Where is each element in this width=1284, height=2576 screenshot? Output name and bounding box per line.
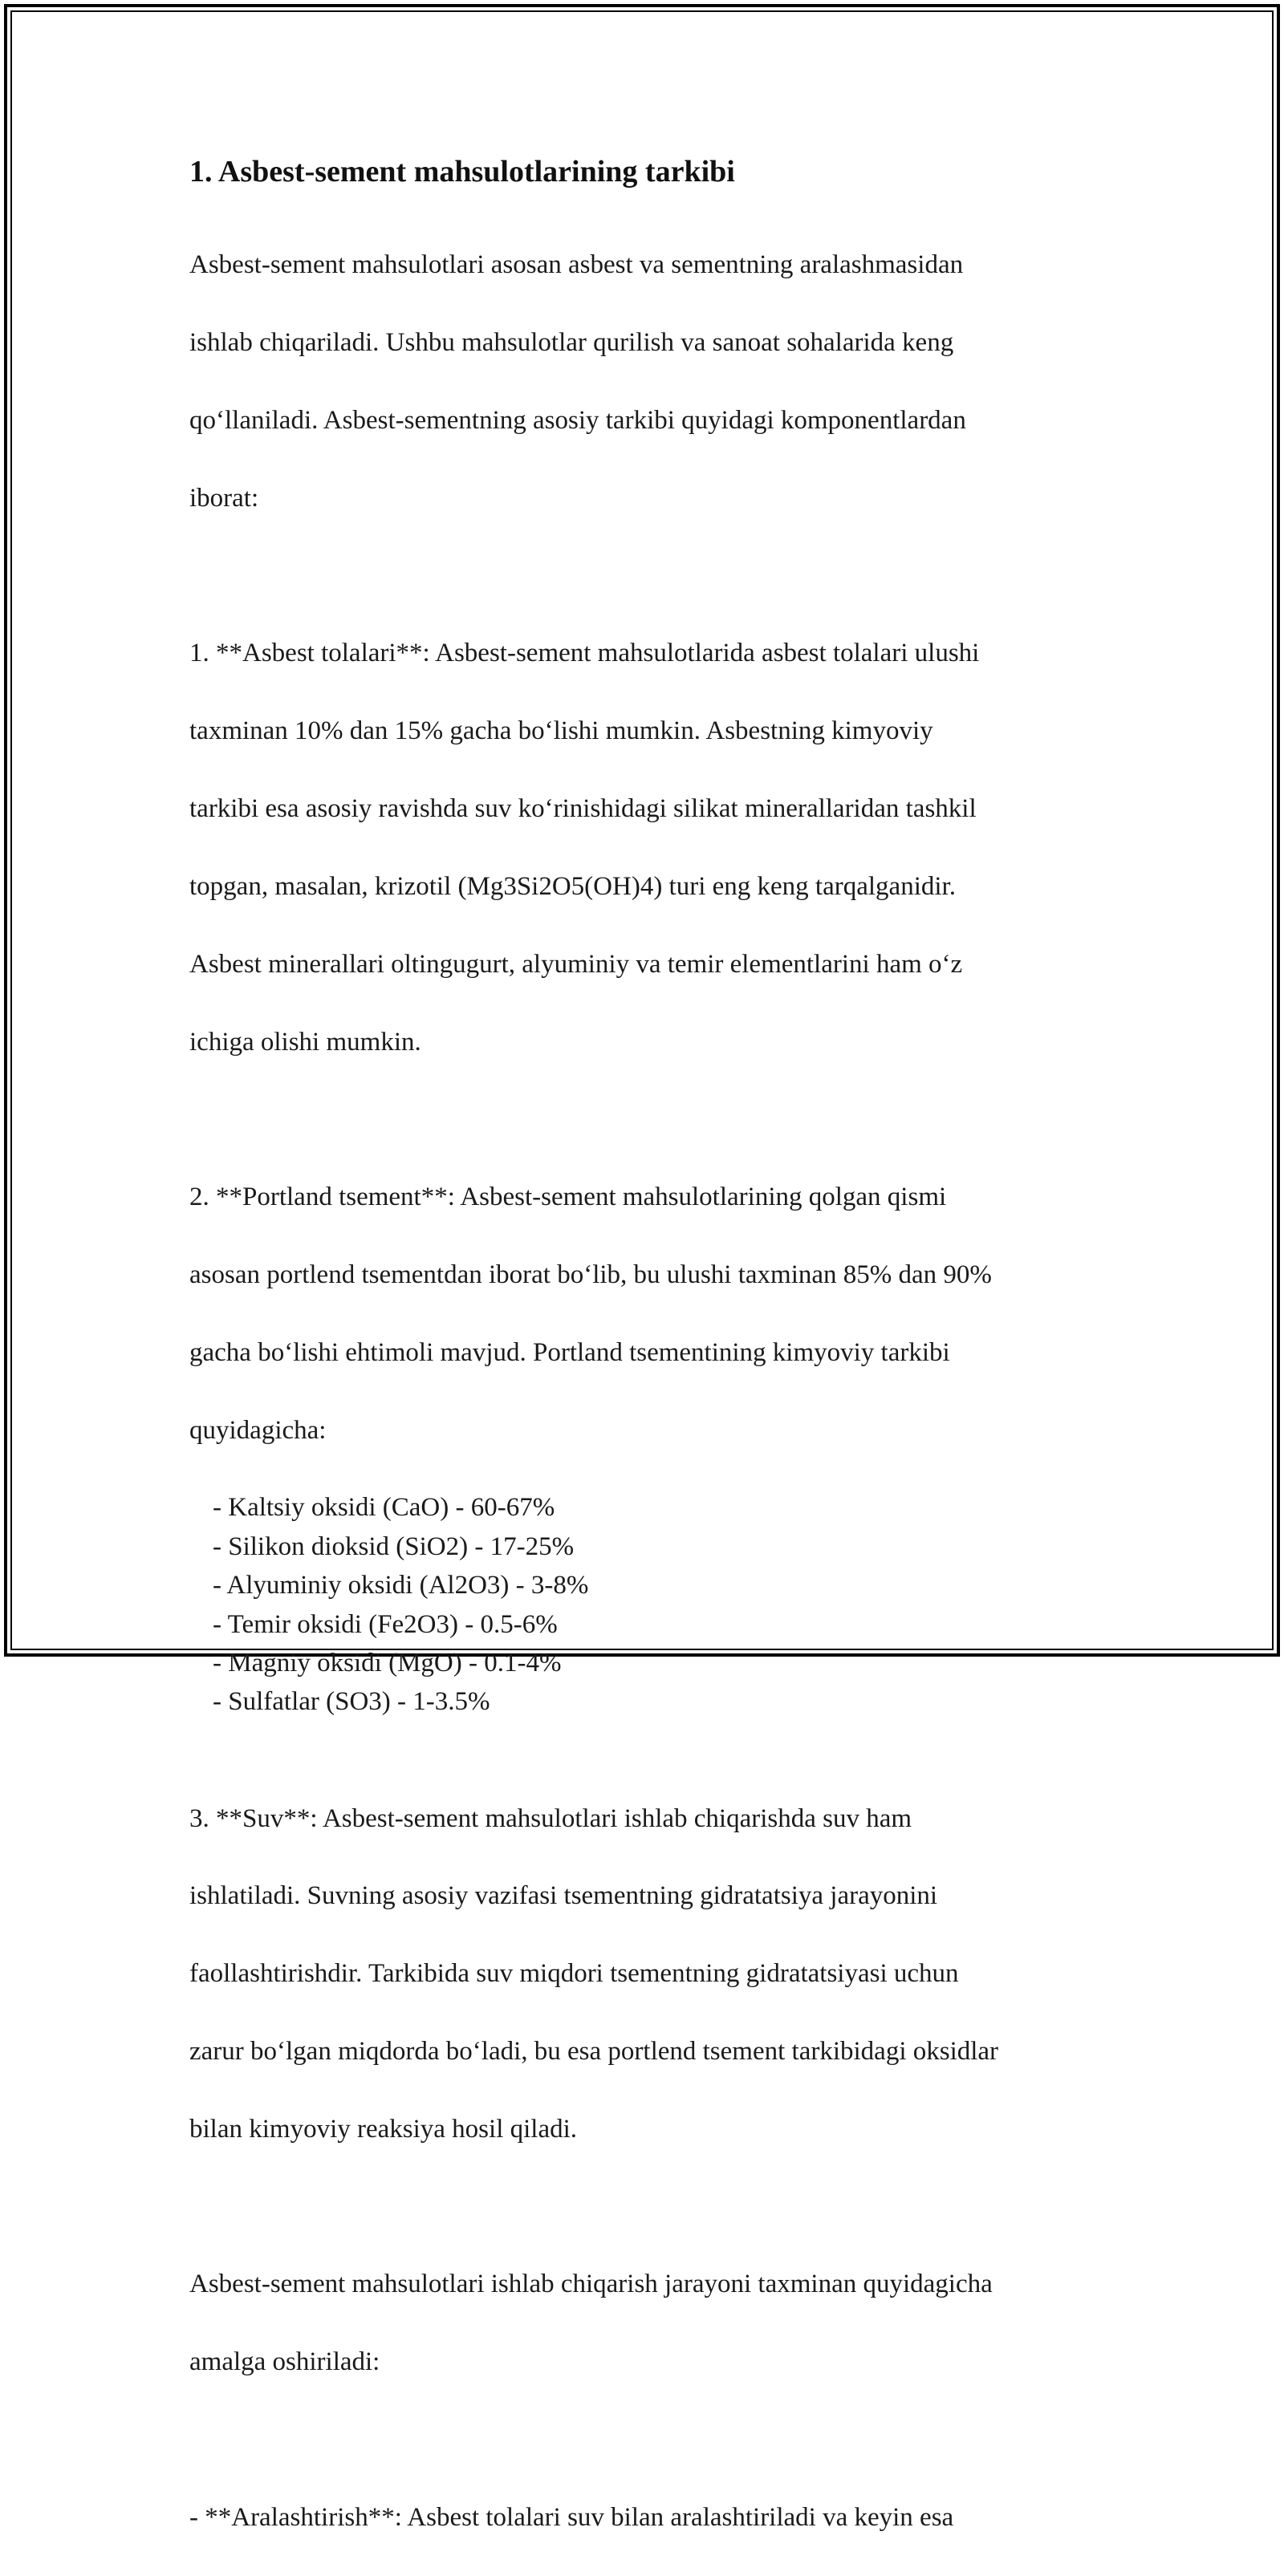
- text-line: iborat:: [189, 483, 259, 513]
- list-item: - Alyuminiy oksidi (Al2O3) - 3-8%: [213, 1571, 589, 1600]
- text-line: bilan kimyoviy reaksiya hosil qiladi.: [189, 2114, 578, 2144]
- portland-cement-paragraph: [189, 1139, 1096, 1489]
- mixing-step-paragraph: [189, 2459, 1096, 2575]
- list-item: - Kaltsiy oksidi (CaO) - 60-67%: [213, 1493, 555, 1523]
- intro-paragraph: [189, 207, 1096, 557]
- list-item: - Sulfatlar (SO3) - 1-3.5%: [213, 1687, 490, 1717]
- text-line: ishlatiladi. Suvning asosiy vazifasi tsementning gidratatsiya jarayonini: [189, 1881, 938, 1911]
- text-line: zarur bo‘lgan miqdorda bo‘ladi, bu esa portlend tsement tarkibidagi oksidlar: [189, 2037, 999, 2067]
- section-heading: 1. Asbest-sement mahsulotlarining tarkibi: [189, 155, 735, 189]
- asbest-fibers-paragraph: [189, 595, 1096, 1100]
- text-line: qo‘llaniladi. Asbest-sementning asosiy tarkibi quyidagi komponentlardan: [189, 406, 966, 436]
- text-line: gacha bo‘lishi ehtimoli mavjud. Portland tsementining kimyoviy tarkibi: [189, 1337, 950, 1367]
- text-line: Asbest minerallari oltingugurt, alyuminiy va temir elementlarini ham o‘z: [189, 949, 963, 979]
- list-item: - Temir oksidi (Fe2O3) - 0.5-6%: [213, 1609, 558, 1639]
- cement-composition-list: [189, 1488, 1096, 1721]
- text-line: quyidagicha:: [189, 1415, 327, 1445]
- text-line: ishlab chiqariladi. Ushbu mahsulotlar qurilish va sanoat sohalarida keng: [189, 328, 954, 358]
- process-intro-paragraph: [189, 2226, 1096, 2420]
- text-line: amalga oshiriladi:: [189, 2347, 380, 2377]
- text-line: ichiga olishi mumkin.: [189, 1027, 421, 1057]
- text-line: 2. **Portland tsement**: Asbest-sement mahsulotlarining qolgan qismi: [189, 1183, 947, 1212]
- text-line: tarkibi esa asosiy ravishda suv ko‘rinishidagi silikat minerallaridan tashkil: [189, 794, 977, 824]
- text-line: Asbest-sement mahsulotlari ishlab chiqarish jarayoni taxminan quyidagicha: [189, 2270, 993, 2299]
- list-item: - Magniy oksidi (MgO) - 0.1-4%: [213, 1649, 562, 1677]
- list-item: - Silikon dioksid (SiO2) - 17-25%: [213, 1531, 575, 1561]
- text-line: topgan, masalan, krizotil (Mg3Si2O5(OH)4) turi eng keng tarqalganidir.: [189, 871, 956, 901]
- text-line: 1. **Asbest tolalari**: Asbest-sement mahsulotlarida asbest tolalari ulushi: [189, 639, 980, 668]
- text-line: 3. **Suv**: Asbest-sement mahsulotlari ishlab chiqarishda suv ham: [189, 1803, 912, 1833]
- text-line: Asbest-sement mahsulotlari asosan asbest va sementning aralashmasidan: [189, 250, 964, 280]
- water-paragraph: [189, 1760, 1096, 2187]
- document-body: [189, 151, 1096, 2576]
- text-line: taxminan 10% dan 15% gacha bo‘lishi mumkin. Asbestning kimyoviy: [189, 716, 933, 746]
- text-line: faollashtirishdir. Tarkibida suv miqdori tsementning gidratatsiyasi uchun: [189, 1959, 959, 1989]
- text-line: asosan portlend tsementdan iborat bo‘lib, bu ulushi taxminan 85% dan 90%: [189, 1260, 992, 1289]
- text-line: - **Aralashtirish**: Asbest tolalari suv bilan aralashtiriladi va keyin esa: [189, 2502, 954, 2532]
